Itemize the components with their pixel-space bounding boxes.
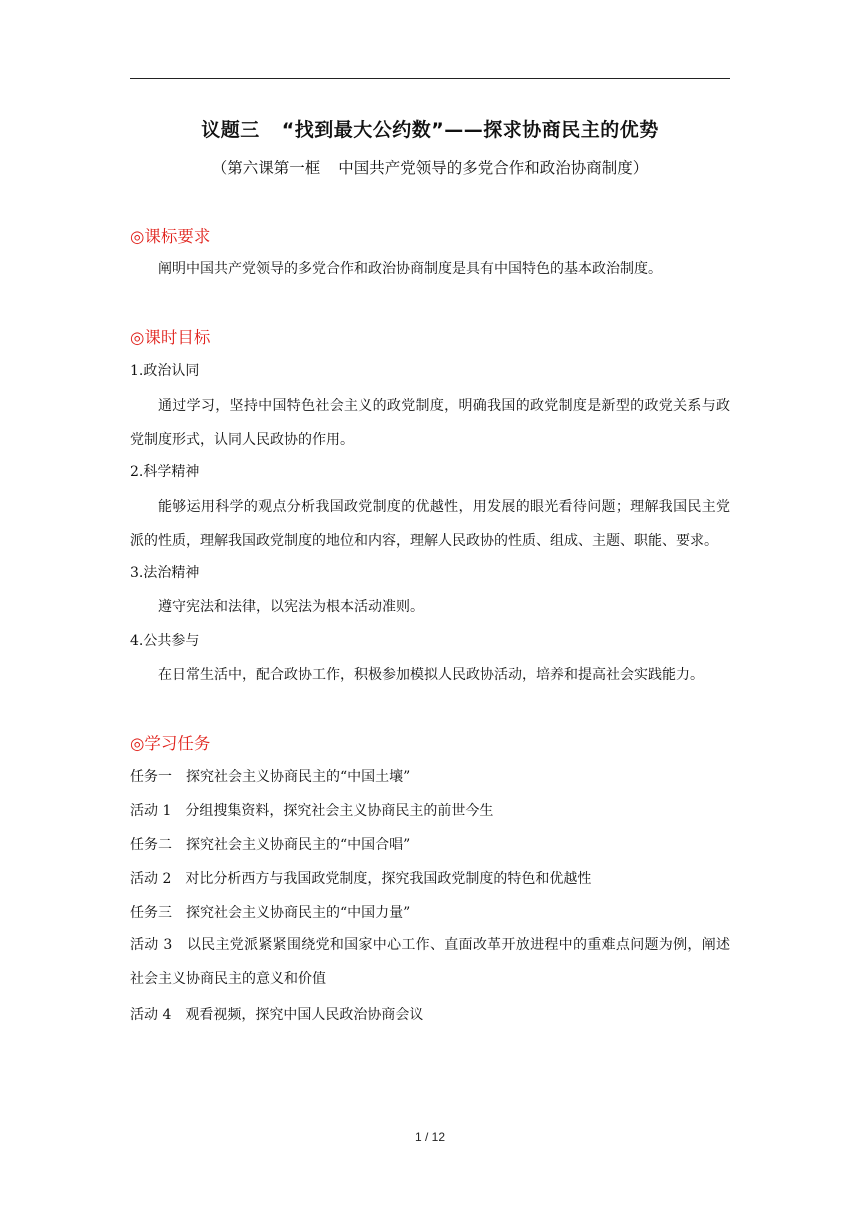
title-topic: 议题三 [201,119,260,141]
objective-label-rule-of-law: 3.法治精神 [130,565,200,581]
activity-3: 活动 3 以民主党派紧紧围绕党和国家中心工作、直面改革开放进程中的重难点问题为例，阐述社会主义协商民主的意义和价值 [130,937,730,987]
objective-label-scientific-spirit: 2.科学精神 [130,464,200,480]
activity-2: 活动 2 对比分析西方与我国政党制度，探究我国政党制度的特色和优越性 [130,871,592,887]
page-title [130,115,730,142]
title-theme: “找到最大公约数”——探求协商民主的优势 [281,119,659,141]
activity-1: 活动 1 分组搜集资料，探究社会主义协商民主的前世今生 [130,803,494,819]
task-2: 任务二 探究社会主义协商民主的“中国合唱” [130,837,411,853]
tasks-heading: ◎学习任务 [130,734,211,753]
objective-text-political-identity: 通过学习，坚持中国特色社会主义的政党制度，明确我国的政党制度是新型的政党关系与政党制度形式，认同人民政协的作用。 [130,398,730,448]
objective-label-political-identity: 1.政治认同 [130,363,200,379]
objective-text-public-participation: 在日常生活中，配合政协工作，积极参加模拟人民政协活动，培养和提高社会实践能力。 [158,667,704,683]
task-1: 任务一 探究社会主义协商民主的“中国土壤” [130,769,411,785]
subtitle-lesson: （第六课第一框 [211,159,321,177]
curriculum-text: 阐明中国共产党领导的多党合作和政治协商制度是具有中国特色的基本政治制度。 [158,261,662,277]
curriculum-heading: ◎课标要求 [130,227,211,246]
page-subtitle [130,156,730,178]
objective-label-public-participation: 4.公共参与 [130,633,200,649]
objective-text-scientific-spirit: 能够运用科学的观点分析我国政党制度的优越性，用发展的眼光看待问题；理解我国民主党派的性质，理解我国政党制度的地位和内容，理解人民政协的性质、组成、主题、职能、要求。 [130,499,730,549]
task-3: 任务三 探究社会主义协商民主的“中国力量” [130,905,411,921]
activity-4: 活动 4 观看视频，探究中国人民政治协商会议 [130,1007,424,1023]
header-rule [130,78,730,79]
objective-text-rule-of-law: 遵守宪法和法律，以宪法为根本活动准则。 [158,599,424,615]
objectives-heading: ◎课时目标 [130,328,211,347]
subtitle-topic: 中国共产党领导的多党合作和政治协商制度） [338,159,649,177]
page-number: 1 / 12 [414,1130,446,1144]
